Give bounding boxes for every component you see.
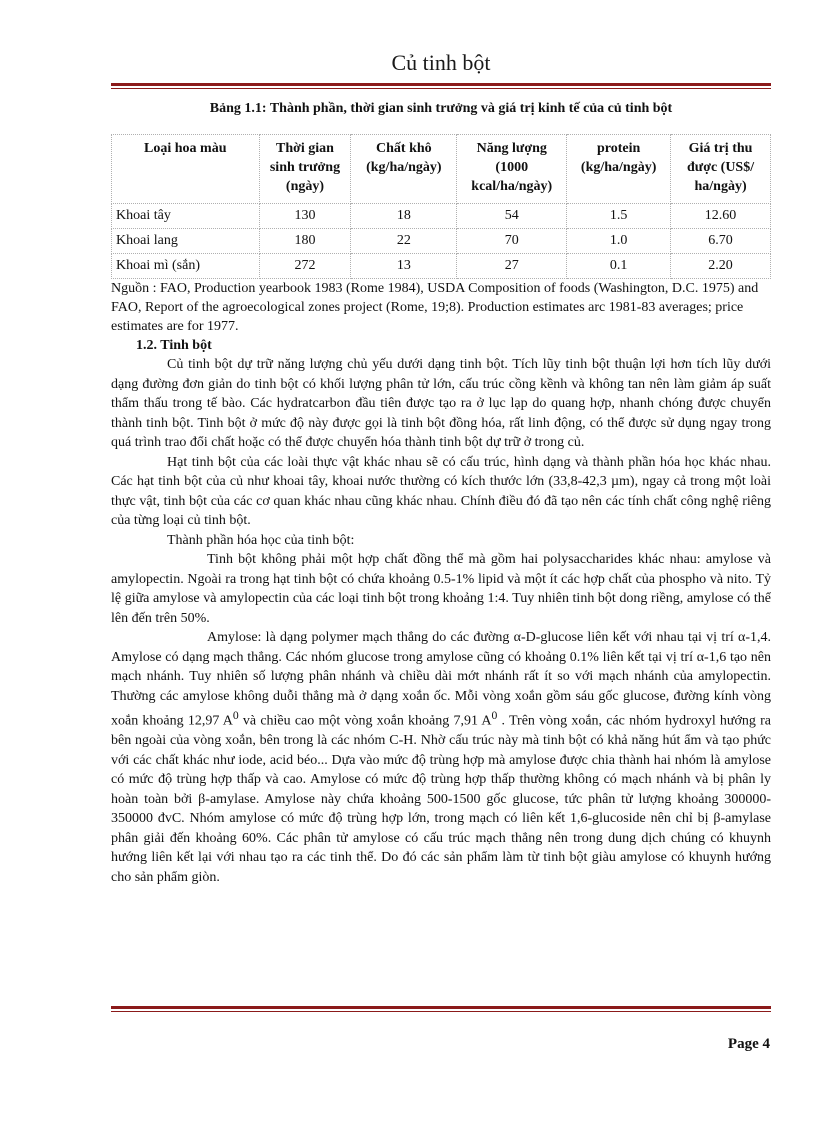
- table-row: [112, 229, 771, 254]
- table-cell: 180: [259, 229, 351, 254]
- table-cell: 22: [351, 229, 457, 254]
- page-number: Page 4: [727, 1036, 770, 1052]
- table-cell: 1.0: [567, 229, 671, 254]
- paragraph: Củ tinh bột dự trữ năng lượng chủ yếu dưới dạng tinh bột. Tích lũy tinh bột thuận lợi hơn tích lũy dưới dạng đường đơn giản do tinh bột có khối lượng phân tử lớn, cấu trúc cồng kềnh và không tan nên làm giảm áp suất thẩm thấu trong tế bào. Các hydratcarbon đầu tiên được tạo ra ở lục lạp do quang hợp, nhanh chóng được chuyển thành tinh bột. Tinh bột ở mức độ này được gọi là tinh bột đồng hóa, rất linh động, có thể được sử dụng ngay trong quá trình trao đổi chất hoặc có thể được chuyển hóa thành tinh bột dự trữ ở trong củ.: [111, 357, 771, 450]
- table-row: [112, 254, 771, 279]
- paragraph: Hạt tinh bột của các loài thực vật khác nhau sẽ có cấu trúc, hình dạng và thành phần hóa học khác nhau. Các hạt tinh bột của củ như khoai tây, khoai nước thường có kích thước lớn (33,8-42,3 µm), ngay cả trong một loài thực vật, tinh bột của các cơ quan khác nhau cũng khác nhau. Chính điều đó đã tạo nên các tính chất công nghệ riêng của từng loại củ tinh bột.: [111, 454, 771, 528]
- table-cell: Khoai mì (sắn): [112, 254, 260, 279]
- table-cell: 2.20: [671, 254, 771, 279]
- column-header: protein (kg/ha/ngày): [567, 135, 671, 204]
- table-cell: 1.5: [567, 204, 671, 229]
- table-source-note: Nguồn : FAO, Production yearbook 1983 (Rome 1984), USDA Composition of foods (Washington, D.C. 1975) and FAO, Report of the agroecological zones project (Rome, 19;8). Production estimates arc 1981-83 averages; price estimates are for 1977.: [111, 281, 759, 334]
- column-header: Thời gian sinh trưởng (ngày): [259, 135, 351, 204]
- table-cell: 130: [259, 204, 351, 229]
- paragraph-amylose: [111, 628, 771, 887]
- table-cell: 13: [351, 254, 457, 279]
- table-cell: 12.60: [671, 204, 771, 229]
- paragraph: Tinh bột không phải một hợp chất đồng thể mà gồm hai polysaccharides khác nhau: amylose và amylopectin. Ngoài ra trong hạt tinh bột có chứa khoảng 0.5-1% lipid và một ít các hợp chất của phospho và nito. Tỷ lệ giữa amylose và amylopectin của các loại tinh bột trong khoảng 1:4. Tuy nhiên tinh bột dong riềng, amylose có thể lên đến trên 50%.: [111, 552, 771, 626]
- column-header: Loại hoa màu: [112, 135, 260, 204]
- column-header: Giá trị thu được (US$/ ha/ngày): [671, 135, 771, 204]
- column-header: Chất khô (kg/ha/ngày): [351, 135, 457, 204]
- table-caption: Bảng 1.1: Thành phần, thời gian sinh trưởng và giá trị kinh tế của củ tinh bột: [209, 101, 673, 116]
- table-cell: 18: [351, 204, 457, 229]
- table-cell: Khoai lang: [112, 229, 260, 254]
- table-cell: 0.1: [567, 254, 671, 279]
- footer-rule: [111, 1006, 771, 1012]
- table-cell: 272: [259, 254, 351, 279]
- table-cell: 6.70: [671, 229, 771, 254]
- paragraph: Thành phần hóa học của tinh bột:: [167, 532, 355, 548]
- table-row: [112, 204, 771, 229]
- composition-table: [111, 134, 771, 279]
- paragraph-text: Amylose: là dạng polymer mạch thẳng do các đường α-D-glucose liên kết với nhau tại vị trí α-1,4. Amylose có dạng mạch thẳng. Các nhóm glucose trong amylose cũng có khoảng 0.1% liên kết tại vị trí α-1,6 tạo nên mạch nhánh. Tuy nhiên số lượng phân nhánh và chiều dài mớt nhánh rất ít so với mạch nhánh của amylopectin. Thường các amylose không duỗi thẳng mà ở dạng xoắn ốc. Mỗi vòng xoắn gồm sáu gốc glucose, đường kính vòng xoắn khoảng 12,97 A: [111, 630, 771, 729]
- table-cell: 27: [457, 254, 567, 279]
- header-rule: [111, 83, 771, 89]
- table-header-row: [112, 135, 771, 204]
- superscript: 0: [232, 709, 239, 722]
- body-text: [111, 355, 771, 887]
- superscript: 0: [491, 709, 498, 722]
- table-cell: 54: [457, 204, 567, 229]
- table-cell: Khoai tây: [112, 204, 260, 229]
- page-header-title: Củ tinh bột: [391, 50, 491, 75]
- paragraph-text: . Trên vòng xoắn, các nhóm hydroxyl hướng ra bên ngoài của vòng xoắn, bên trong là các nhóm C-H. Nhờ cấu trúc này mà tinh bột có khả năng hút ẩm và tạo phức với các chất khác như iode, acid béo... Dựa vào mức độ trùng hợp mà amylose được chia thành hai nhóm là amylose có mức độ trùng hợp thấp và cao. Amylose có mức độ trùng hợp thấp thường không có mạch nhánh và bị phân ly hoàn toàn bởi β-amylase. Amylose này chứa khoảng 500-1500 gốc glucose, tức phân tử lượng khoảng 300000-350000 đvC. Nhóm amylose có mức độ trùng hợp lớn, trong mạch có liên kết 1,6-glucoside nên chỉ bị β-amylase phân giải đến khoảng 60%. Các phân tử amylose có cấu trúc mạch thẳng nên trong dung dịch chúng có khuynh hướng liên kết lại với nhau tạo ra các tinh thể. Do đó các sản phẩm làm từ tinh bột giàu amylose có khuynh hướng cho sản phẩm giòn.: [111, 713, 771, 885]
- section-heading: 1.2. Tinh bột: [136, 338, 212, 353]
- paragraph-text: và chiều cao một vòng xoắn khoảng 7,91 A: [238, 713, 492, 729]
- table-cell: 70: [457, 229, 567, 254]
- column-header: Năng lượng (1000 kcal/ha/ngày): [457, 135, 567, 204]
